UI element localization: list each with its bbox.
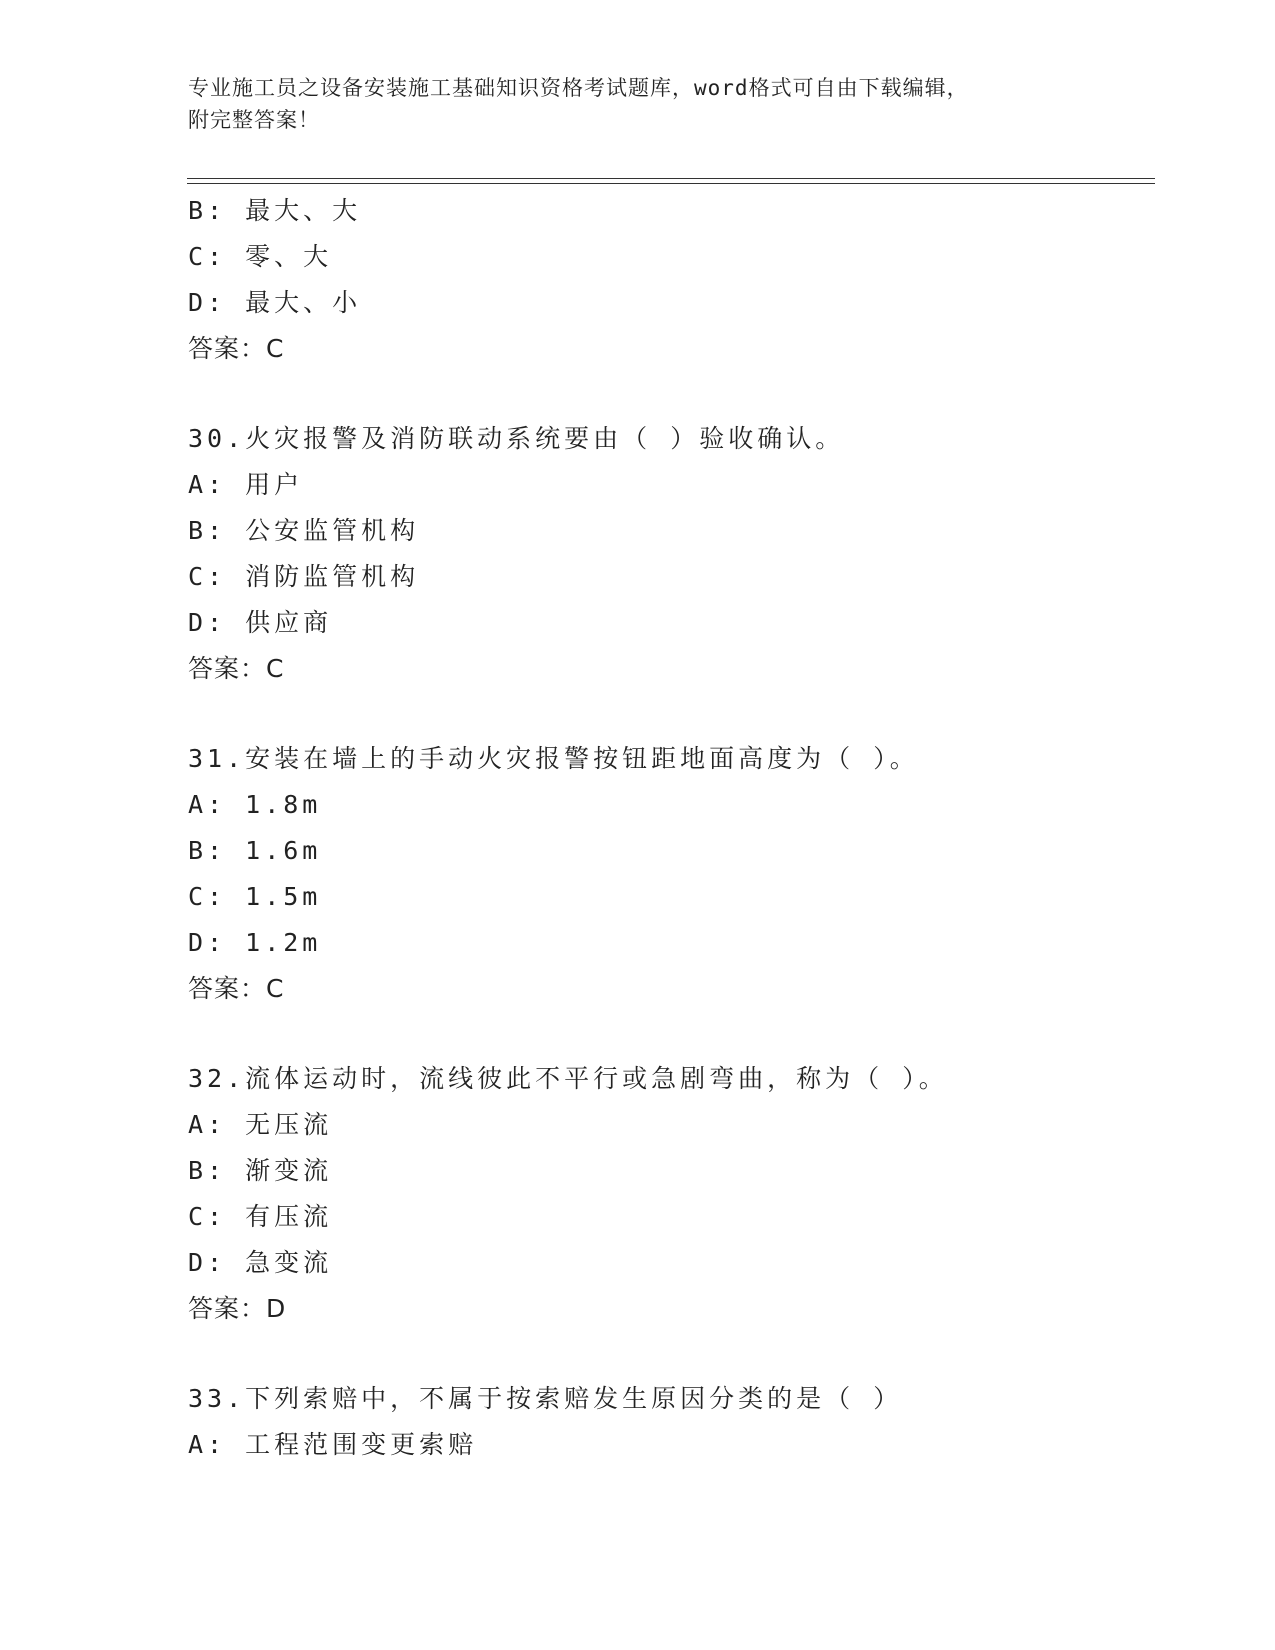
option-b: B: 最大、大 xyxy=(188,196,362,225)
header-line-2: 附完整答案！ xyxy=(188,108,320,132)
question-stem: 33.下列索赔中，不属于按索赔发生原因分类的是（ ） xyxy=(188,1384,903,1413)
option-d: D: 1.2m xyxy=(188,928,322,957)
answer-line: 答案：D xyxy=(188,1294,287,1323)
question-32 xyxy=(188,1056,1148,1332)
option-c: C: 零、大 xyxy=(188,242,333,271)
question-30 xyxy=(188,416,1148,692)
spacer xyxy=(188,372,1148,416)
option-a: A: 无压流 xyxy=(188,1110,333,1139)
option-c: C: 有压流 xyxy=(188,1202,333,1231)
spacer xyxy=(188,1332,1148,1376)
option-c: C: 消防监管机构 xyxy=(188,562,420,591)
question-29-partial xyxy=(188,188,1148,372)
option-b: B: 公安监管机构 xyxy=(188,516,420,545)
option-d: D: 供应商 xyxy=(188,608,333,637)
question-stem: 31.安装在墙上的手动火灾报警按钮距地面高度为（ ）。 xyxy=(188,744,919,773)
header-line-1: 专业施工员之设备安装施工基础知识资格考试题库，word格式可自由下载编辑， xyxy=(188,76,969,100)
header-divider-bottom xyxy=(187,183,1155,184)
question-stem: 30.火灾报警及消防联动系统要由（ ）验收确认。 xyxy=(188,424,845,453)
option-a: A: 用户 xyxy=(188,470,304,499)
spacer xyxy=(188,1012,1148,1056)
option-a: A: 1.8m xyxy=(188,790,322,819)
spacer xyxy=(188,692,1148,736)
option-a: A: 工程范围变更索赔 xyxy=(188,1430,478,1459)
option-d: D: 最大、小 xyxy=(188,288,362,317)
option-b: B: 渐变流 xyxy=(188,1156,333,1185)
document-header xyxy=(188,72,1088,136)
option-b: B: 1.6m xyxy=(188,836,322,865)
question-33 xyxy=(188,1376,1148,1468)
answer-line: 答案：C xyxy=(188,654,285,683)
option-c: C: 1.5m xyxy=(188,882,322,911)
question-31 xyxy=(188,736,1148,1012)
header-divider-top xyxy=(187,178,1155,179)
question-stem: 32.流体运动时，流线彼此不平行或急剧弯曲，称为（ ）。 xyxy=(188,1064,948,1093)
answer-line: 答案：C xyxy=(188,334,285,363)
answer-line: 答案：C xyxy=(188,974,285,1003)
question-list xyxy=(188,188,1148,1468)
option-d: D: 急变流 xyxy=(188,1248,333,1277)
